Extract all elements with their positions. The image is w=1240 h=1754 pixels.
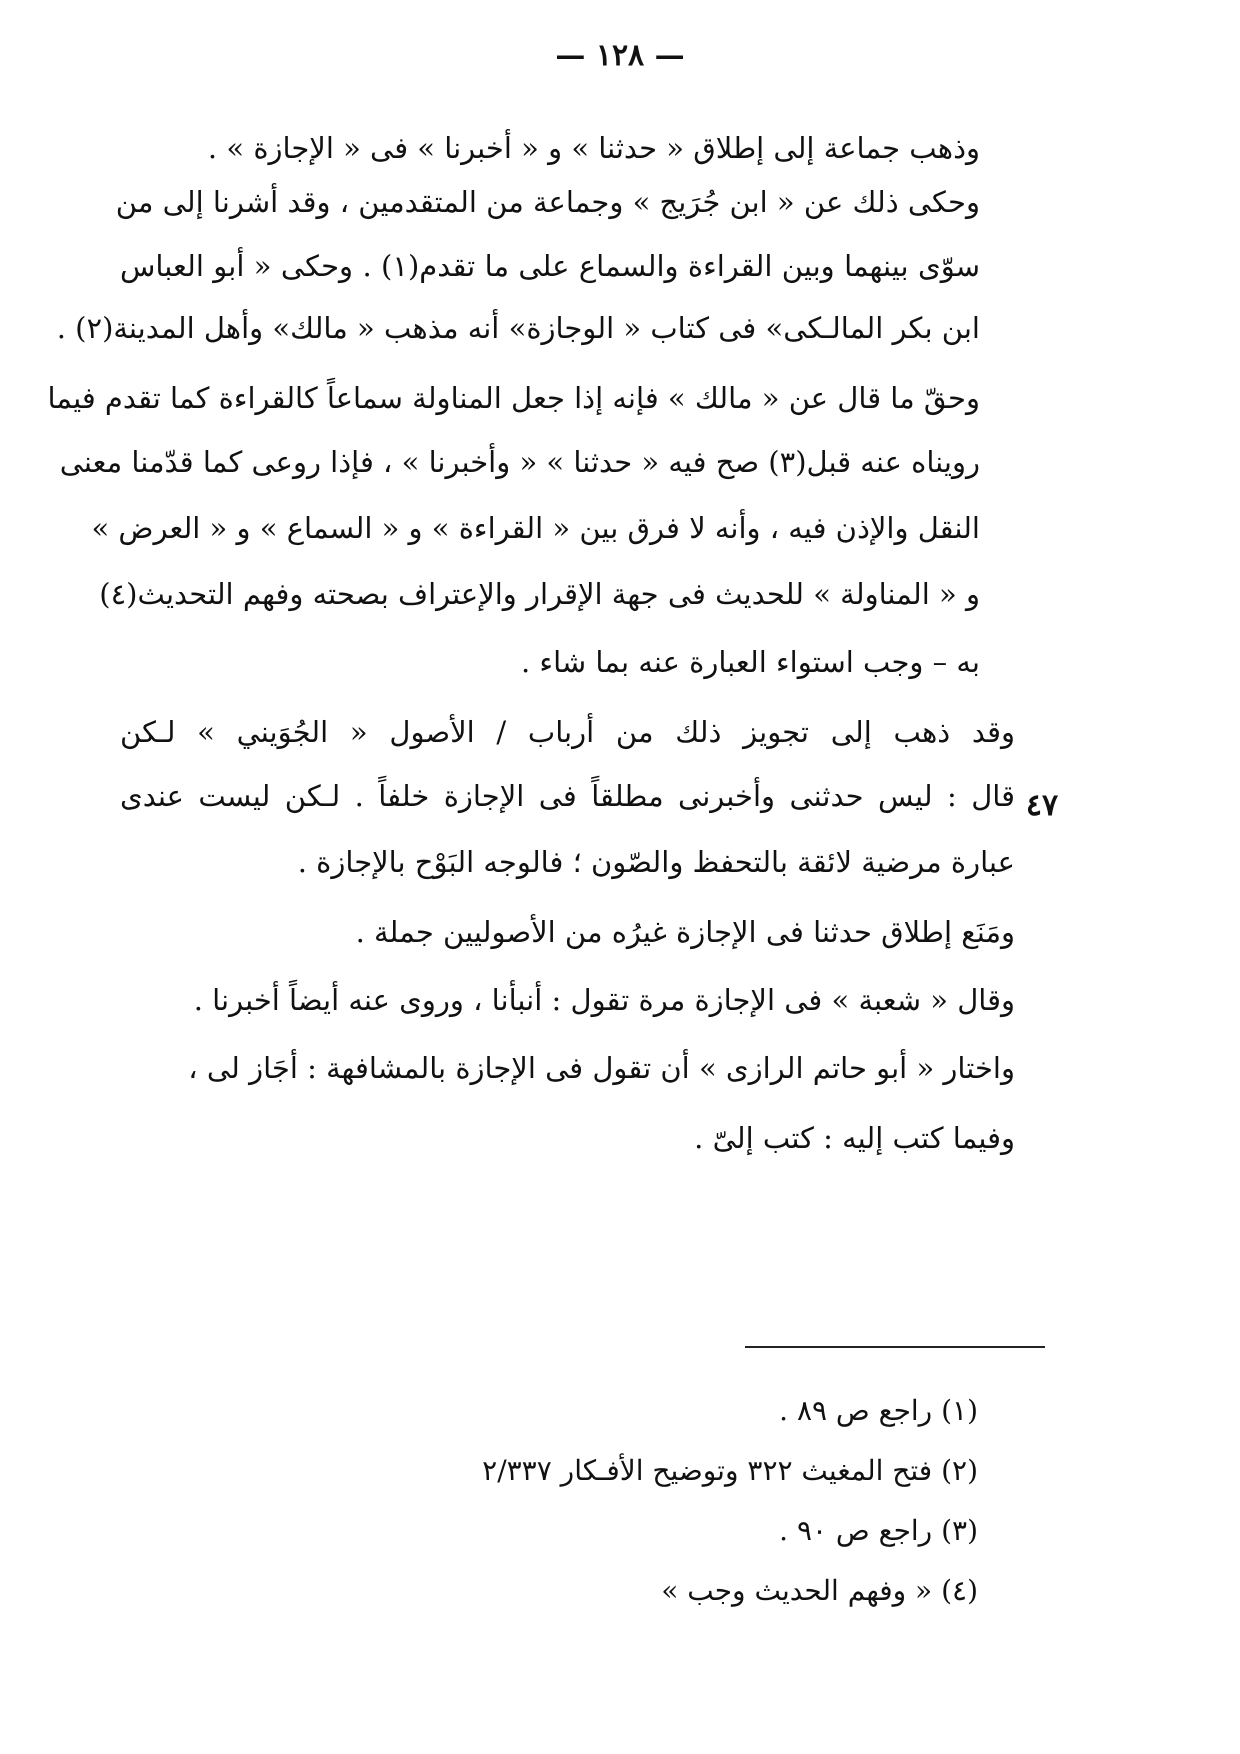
text-line: وفيما كتب إليه : كتب إلىّ . bbox=[694, 1121, 1015, 1155]
page-number: — ١٢٨ — bbox=[555, 38, 685, 73]
text-line: النقل والإذن فيه ، وأنه لا فرق بين « القراءة » و « السماع » و « العرض » bbox=[91, 511, 980, 545]
text-line: وحكى ذلك عن « ابن جُرَيج » وجماعة من المتقدمين ، وقد أشرنا إلى من bbox=[115, 185, 980, 219]
text-line: وقد ذهب إلى تجويز ذلك من أرباب / الأصول « الجُوَيني » لـكن bbox=[120, 715, 1015, 749]
text-line: واختار « أبو حاتم الرازى » أن تقول فى الإجازة بالمشافهة : أجَاز لى ، bbox=[188, 1051, 1015, 1085]
text-line: ومَنَع إطلاق حدثنا فى الإجازة غيرُه من الأصوليين جملة . bbox=[355, 915, 1015, 949]
text-line: ابن بكر المالـكى» فى كتاب « الوجازة» أنه مذهب « مالك» وأهل المدينة(٢) . bbox=[56, 311, 980, 345]
text-line: وقال « شعبة » فى الإجازة مرة تقول : أنبأنا ، وروى عنه أيضاً أخبرنا . bbox=[193, 983, 1015, 1017]
text-line: به – وجب استواء العبارة عنه بما شاء . bbox=[521, 645, 980, 679]
text-line: رويناه عنه قبل(٣) صح فيه « حدثنا » « وأخبرنا » ، فإذا روعى كما قدّمنا معنى bbox=[59, 445, 980, 479]
text-line: عبارة مرضية لائقة بالتحفظ والصّون ؛ فالوجه البَوْح بالإجازة . bbox=[297, 845, 1015, 879]
footnote: (١) راجع ص ٨٩ . bbox=[779, 1394, 978, 1427]
text-line: و « المناولة » للحديث فى جهة الإقرار والإعتراف بصحته وفهم التحديث(٤) bbox=[99, 577, 980, 611]
footnote: (٢) فتح المغيث ٣٢٢ وتوضيح الأفـكار ٢/٣٣٧ bbox=[482, 1454, 978, 1487]
footnote-divider bbox=[745, 1346, 1045, 1348]
text-line: وذهب جماعة إلى إطلاق « حدثنا » و « أخبرنا » فى « الإجازة » . bbox=[207, 131, 980, 165]
text-line: قال : ليس حدثنى وأخبرنى مطلقاً فى الإجازة خلفاً . لـكن ليست عندى bbox=[120, 779, 1015, 813]
text-line: سوّى بينهما وبين القراءة والسماع على ما تقدم(١) . وحكى « أبو العباس bbox=[120, 249, 980, 283]
footnote: (٣) راجع ص ٩٠ . bbox=[779, 1514, 978, 1547]
margin-number: ٤٧ bbox=[1025, 788, 1059, 823]
text-line: وحقّ ما قال عن « مالك » فإنه إذا جعل المناولة سماعاً كالقراءة كما تقدم فيما bbox=[47, 381, 980, 415]
footnote: (٤) « وفهم الحديث وجب » bbox=[661, 1574, 978, 1607]
